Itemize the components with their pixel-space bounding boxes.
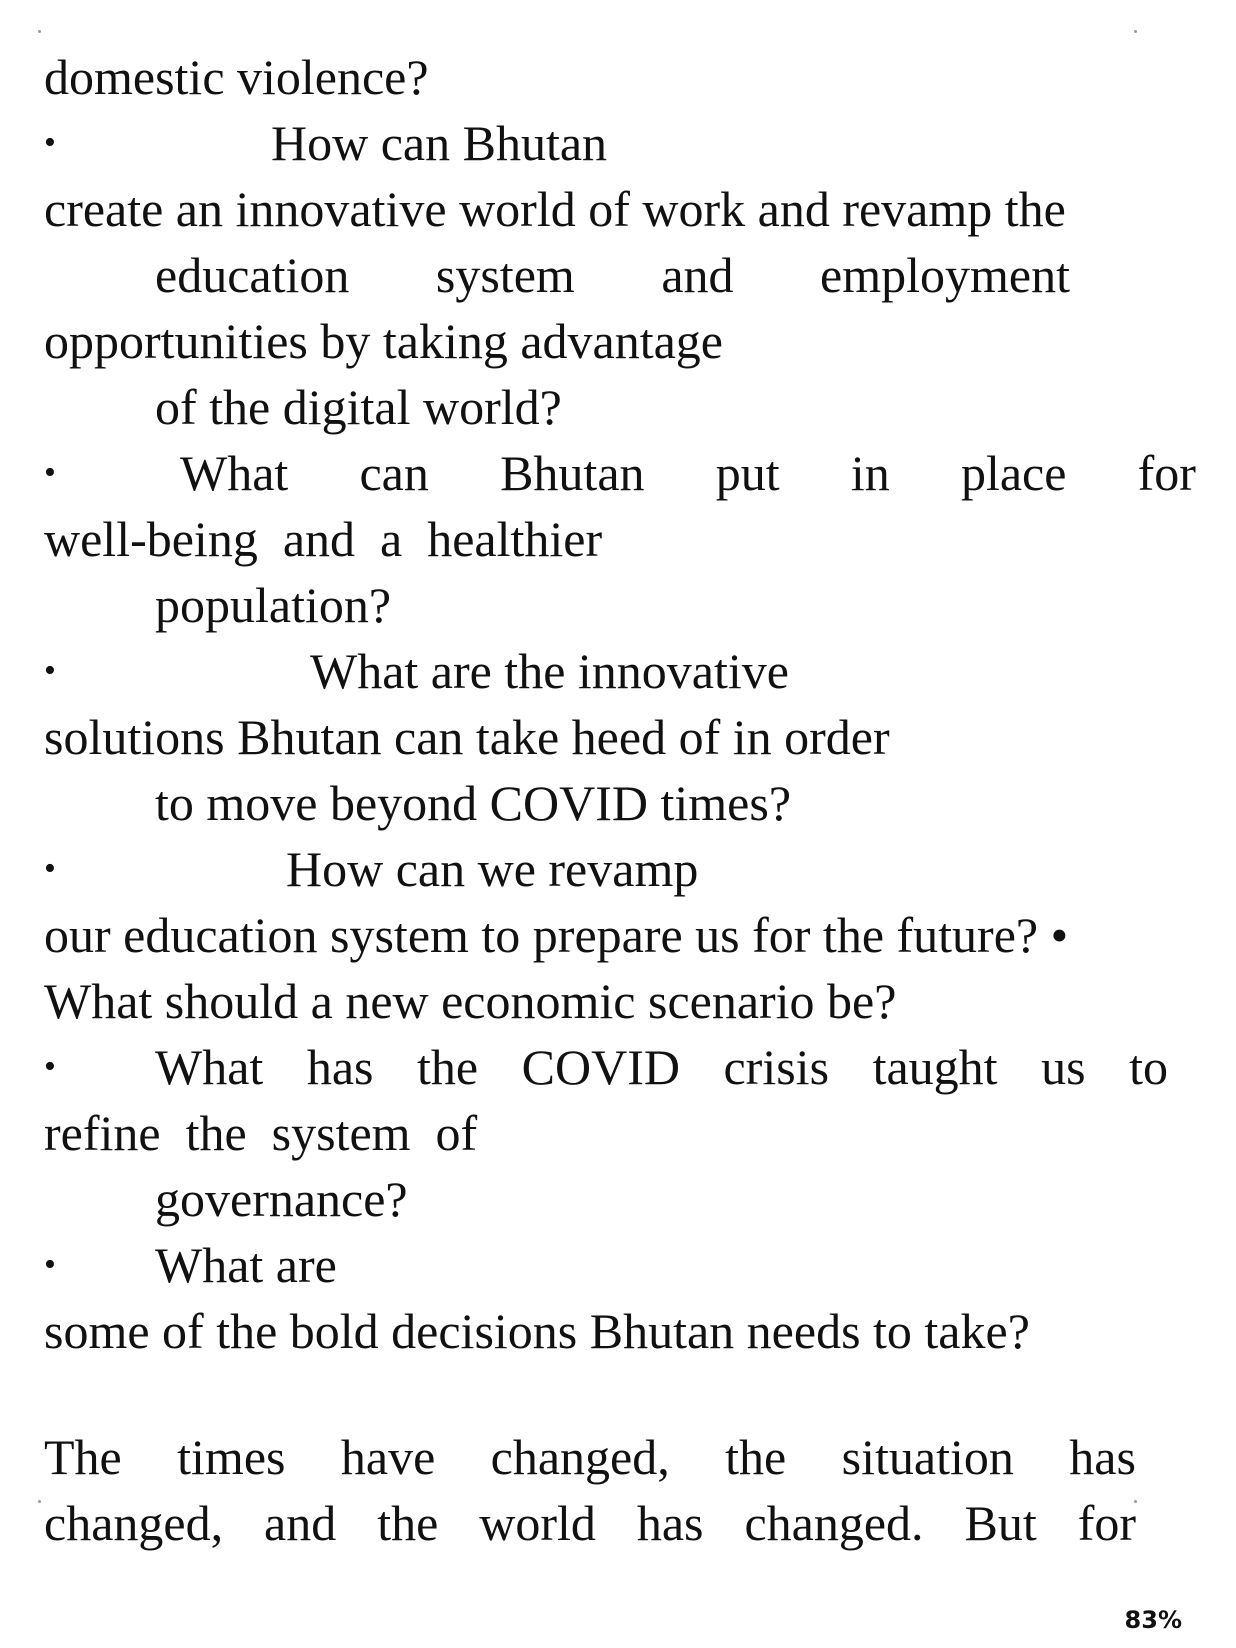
word: has — [1069, 1429, 1136, 1485]
word: changed. — [744, 1495, 924, 1551]
word: What — [155, 1039, 264, 1095]
word: and — [264, 1495, 337, 1551]
word: COVID — [521, 1039, 680, 1095]
word: the — [417, 1039, 479, 1095]
word: education — [155, 247, 350, 303]
corner-marker — [1134, 30, 1137, 33]
word: in — [850, 445, 890, 501]
bullet-text: What are the innovative — [310, 643, 789, 699]
word: changed, — [44, 1495, 224, 1551]
word: have — [340, 1429, 436, 1485]
bullet-item — [44, 1232, 1196, 1298]
word: changed, — [490, 1429, 670, 1485]
bullet-item — [44, 836, 1196, 902]
word: to — [1129, 1039, 1168, 1095]
text-line: create an innovative world of work and revamp the — [44, 181, 1066, 237]
bullet-item — [44, 440, 1196, 506]
text-line: of the digital world? — [155, 379, 562, 435]
text-line: population? — [155, 577, 392, 633]
text-line: to move beyond COVID times? — [155, 775, 792, 831]
bullet-item — [44, 1034, 1196, 1100]
word: us — [1041, 1039, 1086, 1095]
bullet-text: What are — [155, 1237, 337, 1293]
word: What — [180, 445, 289, 501]
bullet-glyph: • — [44, 652, 56, 689]
bullet-item — [44, 638, 1196, 704]
text-line: refine the system of — [44, 1105, 478, 1161]
text-line: opportunities by taking advantage — [44, 313, 724, 369]
word: put — [715, 445, 780, 501]
word: for — [1077, 1495, 1136, 1551]
bullet-text: How can Bhutan — [271, 115, 608, 171]
word: the — [725, 1429, 787, 1485]
text-line: some of the bold decisions Bhutan needs to take? — [44, 1303, 1030, 1359]
word: situation — [841, 1429, 1014, 1485]
word: can — [359, 445, 429, 501]
word: the — [377, 1495, 439, 1551]
text-line: governance? — [155, 1171, 408, 1227]
word: But — [964, 1495, 1037, 1551]
bullet-item — [44, 110, 1196, 176]
word: times — [177, 1429, 286, 1485]
page-text — [44, 44, 1196, 1556]
word: for — [1137, 445, 1196, 501]
bullet-text — [180, 440, 1196, 506]
word: employment — [820, 247, 1070, 303]
text-line: What should a new economic scenario be? — [44, 973, 897, 1029]
word: The — [44, 1429, 122, 1485]
bullet-text — [155, 1034, 1168, 1100]
corner-marker — [38, 1500, 41, 1503]
reading-progress-indicator: 83% — [1124, 1606, 1182, 1634]
text-line: solutions Bhutan can take heed of in order — [44, 709, 890, 765]
bullet-text: How can we revamp — [286, 841, 699, 897]
word: has — [306, 1039, 374, 1095]
bullet-glyph: • — [44, 124, 56, 161]
bullet-glyph: • — [44, 1048, 56, 1085]
word: crisis — [723, 1039, 830, 1095]
text-line-justified — [44, 1424, 1136, 1490]
word: place — [960, 445, 1067, 501]
text-line-justified — [44, 1490, 1136, 1556]
word: and — [661, 247, 734, 303]
bullet-glyph: • — [44, 850, 56, 887]
text-line: our education system to prepare us for the future? • — [44, 907, 1069, 963]
word: system — [435, 247, 575, 303]
text-line: well-being and a healthier — [44, 511, 603, 567]
word: Bhutan — [500, 445, 645, 501]
bullet-glyph: • — [44, 1246, 56, 1283]
word: has — [636, 1495, 704, 1551]
word: taught — [872, 1039, 998, 1095]
corner-marker — [38, 30, 41, 33]
bullet-glyph: • — [44, 454, 56, 491]
paragraph-gap — [44, 1364, 1196, 1424]
text-line: domestic violence? — [44, 49, 429, 105]
text-line-justified — [44, 242, 1070, 308]
word: world — [479, 1495, 596, 1551]
